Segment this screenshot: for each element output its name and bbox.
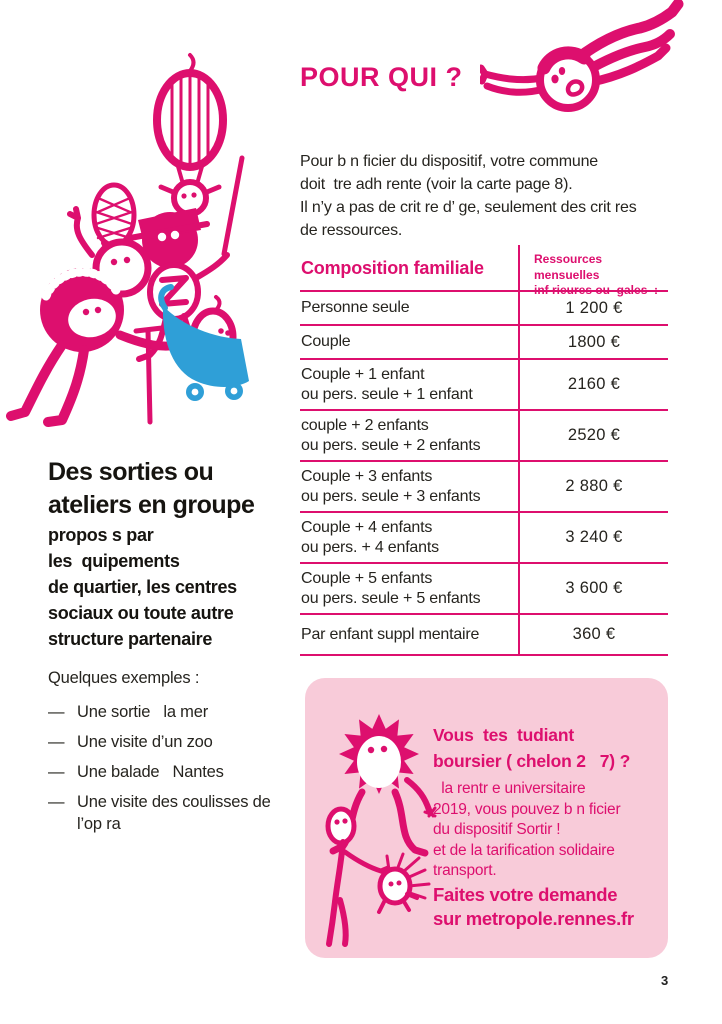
- list-item: — Une visite d’un zoo: [48, 733, 213, 751]
- hot-air-balloon-icon: [157, 55, 223, 214]
- table-row: [300, 360, 668, 411]
- dash-icon: —: [48, 763, 65, 781]
- intro-line: Il n’y a pas de crit re d’ ge, seulement des crit res: [300, 199, 637, 216]
- swimmer-icon: [480, 0, 722, 130]
- table-header: [300, 245, 668, 297]
- row-label: Par enfant suppl mentaire: [301, 625, 480, 643]
- row-value: 1800 €: [567, 332, 621, 351]
- promo-box: [305, 678, 668, 958]
- table-row: [300, 615, 668, 656]
- row-value: 3 600 €: [565, 579, 623, 597]
- row-value: 2 880 €: [565, 477, 623, 495]
- family-group-illustration: [0, 40, 300, 440]
- row-value: 1 200 €: [565, 298, 623, 317]
- stick-icon: [224, 158, 242, 254]
- page-title: POUR QUI ?: [300, 62, 463, 92]
- intro-line: doit tre adh rente (voir la carte page 8).: [300, 176, 573, 193]
- intro-line: Pour b n ficier du dispositif, votre commune: [300, 153, 599, 170]
- table-row: [300, 326, 668, 360]
- composition-header: Composition familiale: [301, 258, 484, 278]
- row-label: Couple + 5 enfants ou pers. seule + 5 enfants: [301, 569, 481, 607]
- list-item: — Une visite des coulisses de l’op ra: [48, 793, 276, 833]
- row-value: 360 €: [572, 625, 616, 643]
- dash-icon: —: [48, 793, 65, 811]
- row-value: 2160 €: [567, 375, 621, 393]
- sidebar-heading: Des sorties ou ateliers en groupe: [48, 458, 255, 519]
- intro-paragraph: [300, 150, 637, 242]
- row-label: couple + 2 enfants ou pers. seule + 2 enfants: [301, 416, 481, 454]
- row-label: Personne seule: [301, 299, 410, 316]
- students-illustration: [307, 694, 452, 952]
- table-row: [300, 411, 668, 462]
- row-value: 2520 €: [567, 426, 621, 444]
- page-number: 3: [661, 973, 669, 988]
- resources-table: [300, 245, 668, 656]
- examples-title: Quelques exemples :: [48, 669, 200, 687]
- row-label: Couple + 1 enfant ou pers. seule + 1 enfant: [301, 365, 473, 403]
- row-label: Couple: [301, 333, 351, 350]
- list-item: — Une balade Nantes: [48, 763, 224, 781]
- dash-icon: —: [48, 703, 65, 721]
- small-creature: [379, 854, 429, 912]
- row-value: 3 240 €: [565, 528, 623, 546]
- table-row: [300, 564, 668, 615]
- table-row: [300, 462, 668, 513]
- column-divider: [518, 245, 520, 656]
- list-item: — Une sortie la mer: [48, 703, 208, 721]
- promo-body: la rentr e universitaire 2019, vous pouvez b n ficier du dispositif Sortir ! et de la tarification solidaire transport.: [433, 780, 621, 879]
- row-label: Couple + 3 enfants ou pers. seule + 3 enfants: [301, 467, 481, 505]
- row-label: Couple + 4 enfants ou pers. + 4 enfants: [301, 518, 439, 556]
- resources-header: Ressources mensuelles inf rieures ou gales :: [534, 252, 659, 297]
- table-row: [300, 513, 668, 564]
- examples-list: [48, 701, 284, 843]
- dash-icon: —: [48, 733, 65, 751]
- sidebar-subheading: propos s par les quipements de quartier, les centres sociaux ou toute autre structure partenaire: [48, 525, 237, 649]
- promo-cta: Faites votre demande sur metropole.rennes.fr: [433, 884, 634, 929]
- promo-title: Vous tes tudiant boursier ( chelon 2 7) ?: [433, 725, 631, 771]
- intro-line: de ressources.: [300, 222, 403, 239]
